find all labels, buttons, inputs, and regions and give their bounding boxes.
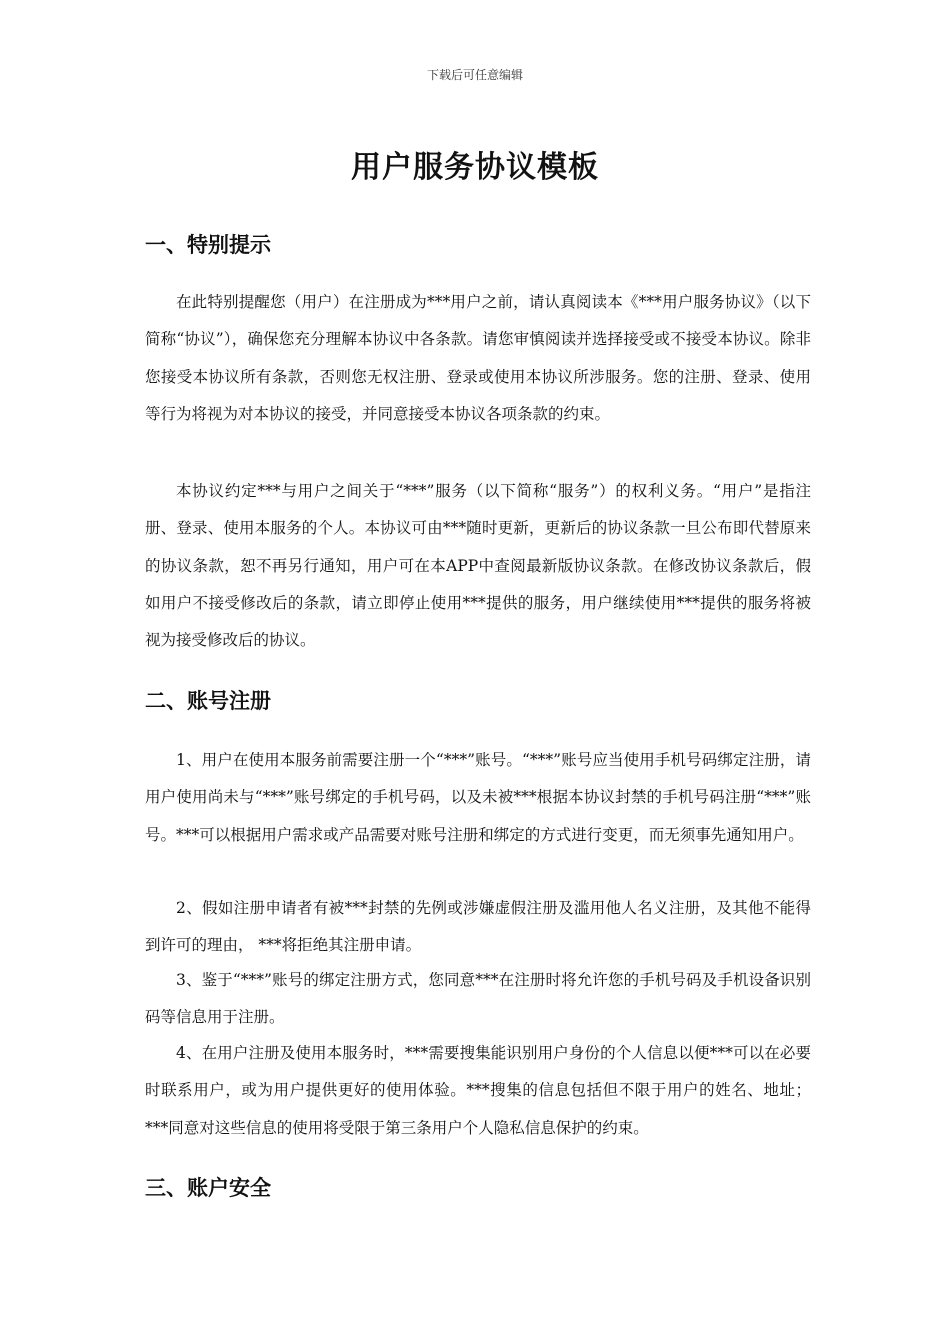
section-2-paragraph-4: 4、在用户注册及使用本服务时，***需要搜集能识别用户身份的个人信息以便***可以在必要时联系用户，或为用户提供更好的使用体验。***搜集的信息包括但不限于用户的姓名、地址；***同意对这些信息的使用将受限于第三条用户个人隐私信息保护的约束。 <box>145 1044 811 1137</box>
section-2-paragraph-1: 1、用户在使用本服务前需要注册一个“***”账号。“***”账号应当使用手机号码绑定注册，请用户使用尚未与“***”账号绑定的手机号码，以及未被***根据本协议封禁的手机号码注册“***”账号。***可以根据用户需求或产品需要对账号注册和绑定的方式进行变更，而无须事先通知用户。 <box>145 751 811 844</box>
section-heading-3: 三、账户安全 <box>145 1176 271 1200</box>
header-note: 下载后可任意编辑 <box>426 68 523 82</box>
section-heading-2: 二、账号注册 <box>145 689 271 713</box>
section-1-paragraph-2: 本协议约定***与用户之间关于“***”服务（以下简称“服务”）的权利义务。“用户”是指注册、登录、使用本服务的个人。本协议可由***随时更新，更新后的协议条款一旦公布即代替原来的协议条款，恕不再另行通知，用户可在本APP中查阅最新版协议条款。在修改协议条款后，假如用户不接受修改后的条款，请立即停止使用***提供的服务，用户继续使用***提供的服务将被视为接受修改后的协议。 <box>145 482 811 650</box>
document-title: 用户服务协议模板 <box>351 150 599 185</box>
section-heading-1: 一、特别提示 <box>145 233 271 257</box>
section-1-paragraph-1: 在此特别提醒您（用户）在注册成为***用户之前，请认真阅读本《***用户服务协议》（以下简称“协议”），确保您充分理解本协议中各条款。请您审慎阅读并选择接受或不接受本协议。除非您接受本协议所有条款，否则您无权注册、登录或使用本协议所涉服务。您的注册、登录、使用等行为将视为对本协议的接受，并同意接受本协议各项条款的约束。 <box>145 293 811 423</box>
section-2-paragraph-2: 2、假如注册申请者有被***封禁的先例或涉嫌虚假注册及滥用他人名义注册，及其他不能得到许可的理由， ***将拒绝其注册申请。 <box>145 899 811 955</box>
section-2-paragraph-3: 3、鉴于“***”账号的绑定注册方式，您同意***在注册时将允许您的手机号码及手机设备识别码等信息用于注册。 <box>145 971 811 1027</box>
